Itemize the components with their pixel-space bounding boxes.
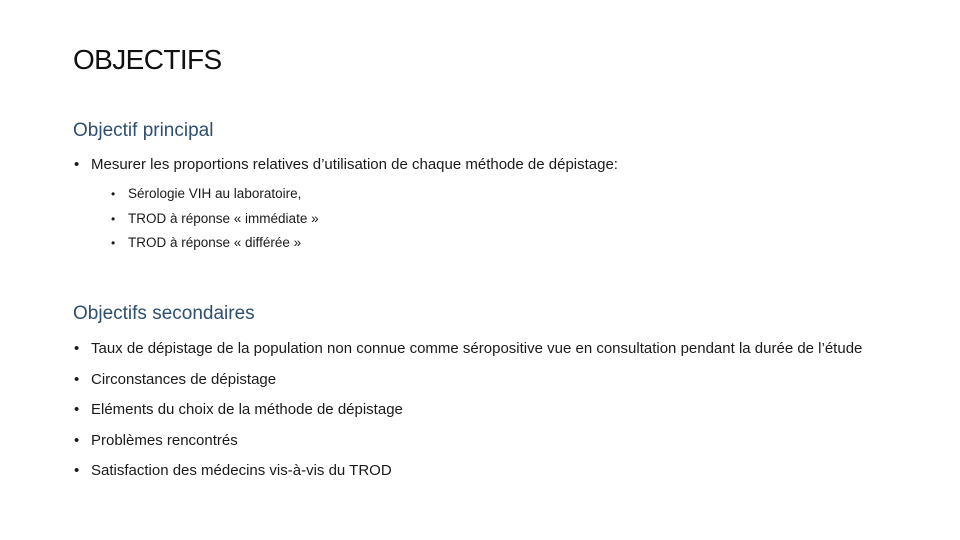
secondary-objectives-list — [73, 339, 893, 492]
screening-method-item: • TROD à réponse « différée » — [128, 231, 319, 256]
secondary-objective-item: • Satisfaction des médecins vis-à-vis du TROD — [73, 461, 893, 480]
screening-methods-list — [128, 182, 319, 256]
secondary-objective-item: • Circonstances de dépistage — [73, 370, 893, 389]
screening-method-item: • Sérologie VIH au laboratoire, — [128, 182, 319, 207]
screening-method-item: • TROD à réponse « immédiate » — [128, 207, 319, 232]
secondary-objective-item: • Eléments du choix de la méthode de dépistage — [73, 400, 893, 419]
primary-objective-list — [73, 155, 618, 174]
secondary-objectives-heading: Objectifs secondaires — [73, 303, 255, 324]
primary-objective-bullet: • Mesurer les proportions relatives d’utilisation de chaque méthode de dépistage: — [73, 155, 618, 174]
primary-objective-heading: Objectif principal — [73, 120, 214, 141]
slide-title: OBJECTIFS — [73, 44, 222, 75]
secondary-objective-item: • Problèmes rencontrés — [73, 431, 893, 450]
secondary-objective-item: • Taux de dépistage de la population non connue comme séropositive vue en consultation pendant la durée de l’étude — [73, 339, 893, 358]
